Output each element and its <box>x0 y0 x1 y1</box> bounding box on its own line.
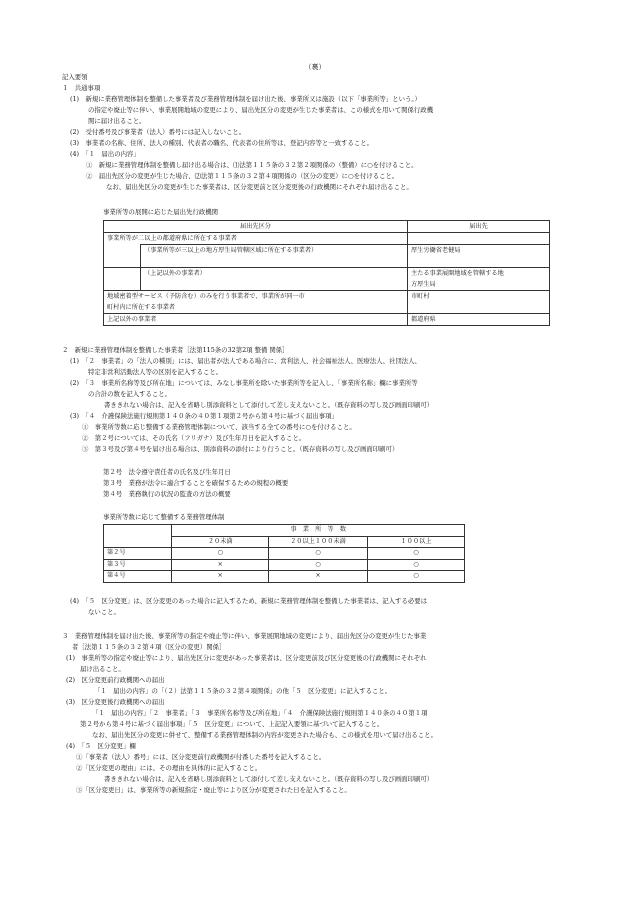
table1-row3-right-b: 方厚生局 <box>411 281 436 288</box>
table1-row2-right: 厚生労働省老健局 <box>408 245 550 268</box>
s3-item3-c: なお、届出先区分の変更に併せて、整備する業務管理体制の内容が変更された場合も、この様式を用いて届け出ること。 <box>92 731 437 739</box>
s1-item1-c: 関に届け出ること。 <box>88 117 146 125</box>
s3-item4-c: 書ききれない場合は、記入を省略し別添資料として添付して差し支えないこと。（既存資料の写し及び画面印刷可） <box>104 775 434 783</box>
table-row <box>104 571 465 583</box>
s2-law-item3: 第３号 業務が法令に適合することを確保するための規程の概要 <box>103 479 289 487</box>
table2-cell: ○ <box>367 559 464 571</box>
system-table <box>103 524 465 583</box>
s2-item1-a: (1) 「２ 事業者」の「法人の種別」には、届出者が法人である場合に、営利法人、社会福祉法人、医療法人、社団法人、 <box>70 357 421 365</box>
s1-item2: (2) 受付番号及び事業者（法人）番号には記入しないこと。 <box>70 128 246 136</box>
s2-item2-a: (2) 「３ 事業所名称等及び所在地」については、みなし事業所を除いた事業所等を記入し、「事業所名称」欄に事業所等 <box>70 379 418 387</box>
s3-item3-a: 「１ 届出の内容」「２ 事業者」「３ 事業所名称等及び所在地」「４ 介護保険法施行規則第１４０条の４０第１項 <box>92 709 428 717</box>
s3-item2-a: 「１ 届出の内容」の「（２）法第１１５条の３２第４項関係」の他「５ 区分変更」に記入すること。 <box>94 687 392 695</box>
s2-title: ２ 新規に業務管理体制を整備した事業者［法第115条の32第2項 整備 関係］ <box>62 346 289 354</box>
table-row <box>104 548 465 560</box>
s3-item2: (2) 区分変更前行政機関への届出 <box>66 676 165 684</box>
table1-row4-left-b: 町村内に所在する事業者 <box>107 304 176 311</box>
s1-item1-b: の指定や廃止等に伴い、事業展開地域の変更により、届出先区分の変更が生じた事業者は、この様式を用いて関係行政機 <box>88 106 434 114</box>
s1-item4-b: ② 届出先区分の変更が生じた場合、⑵法第１１５条の３２第４項関係の（区分の変更）に○を付けること。 <box>86 172 399 180</box>
table2-cell: ○ <box>268 548 367 560</box>
table1-indent-2 <box>104 268 141 291</box>
table1-row3-right <box>408 268 550 291</box>
table1-row1-right <box>408 233 550 245</box>
page-title: （裏） <box>304 63 326 71</box>
table1-indent <box>104 245 141 268</box>
table2-cell: × <box>172 559 269 571</box>
table2-cell: ○ <box>367 571 464 583</box>
s2-item3-c: ③ 第３号及び第４号を届け出る場合は、別添資料の添付により行うこと。（既存資料の写し及び画面印刷可） <box>82 445 399 453</box>
table1-caption: 事業所等の展開に応じた届出先行政機関 <box>103 208 219 216</box>
heading: 記入要領 <box>62 73 88 81</box>
s2-item4-b: ないこと。 <box>88 608 120 616</box>
s1-item4-c: なお、届出先区分の変更が生じた事業者は、区分変更前と区分変更後の行政機関にそれぞれ届け出ること。 <box>106 183 413 191</box>
s2-item3-a: ① 事業所等数に応じ整備する業務管理体制について、該当する全ての番号に○を付けること。 <box>82 423 356 431</box>
table2-corner <box>104 525 172 548</box>
s1-item4-a: ① 新規に業務管理体制を整備し届け出る場合は、⑴法第１１５条の３２第２項関係の（整備）に○を付けること。 <box>86 161 418 169</box>
s3-item1-a: (1) 事業所等の指定や廃止等により、届出先区分に変更があった事業者は、区分変更前及び区分変更後の行政機関にそれぞれ <box>66 654 427 662</box>
s3-title-a: ３ 業務管理体制を届け出た後、事業所等の指定や廃止等に伴い、事業展開地域の変更により、届出先区分の変更が生じた事業 <box>62 632 427 640</box>
table2-cell: ○ <box>367 548 464 560</box>
table1-row4-right: 市町村 <box>408 291 550 314</box>
s1-item4: (4) 「１ 届出の内容」 <box>70 150 140 158</box>
s2-item2-c: 書ききれない場合は、記入を省略し別添資料として添付して差し支えないこと。（既存資料の写し及び画面印刷可） <box>104 401 434 409</box>
s2-item4-a: (4) 「５ 区分変更」は、区分変更のあった場合に記入するため、新規に業務管理体制を整備した事業者は、記入する必要は <box>70 597 428 605</box>
s1-item1-a: (1) 新規に業務管理体制を整備した事業者及び業務管理体制を届け出た後、事業所又は施設（以下「事業所等」という。） <box>70 95 421 103</box>
s2-law-item2: 第２号 法令遵守責任者の氏名及び生年月日 <box>103 468 231 476</box>
table1-row3-right-a: 主たる事業展開地域を管轄する地 <box>411 270 504 277</box>
table2-cell: ○ <box>172 548 269 560</box>
table2-caption: 事業所等数に応じて整備する業務管理体制 <box>103 513 225 521</box>
table1-row3-left: （上記以外の事業者） <box>141 268 408 291</box>
table1-row5-left: 上記以外の事業者 <box>104 314 408 326</box>
s2-item1-b: 特定非営利活動法人等の区別を記入すること。 <box>88 368 223 376</box>
table2-header-3: １００以上 <box>367 536 464 548</box>
s3-item3: (3) 区分変更後行政機関への届出 <box>66 698 165 706</box>
table2-header-group: 事 業 所 等 数 <box>172 525 465 537</box>
table2-row-label: 第４号 <box>104 571 172 583</box>
s2-item2-b: の合計の数を記入すること。 <box>88 390 172 398</box>
table2-header-1: ２０未満 <box>172 536 269 548</box>
s1-title: １ 共通事項 <box>62 84 101 92</box>
table1-header-right: 届出先 <box>408 221 550 233</box>
s2-item3: (3) 「４ 介護保険法施行規則第１４０条の４０第１項第２号から第４号に基づく届出事項」 <box>70 412 338 420</box>
s3-item4-b: ②「区分変更の理由」には、その理由を具体的に記入すること。 <box>76 764 262 772</box>
s2-item3-b: ② 第２号については、その氏名（フリガナ）及び生年月日を記入すること。 <box>82 434 306 442</box>
table2-header-2: ２０以上１００未満 <box>268 536 367 548</box>
s3-item4-a: ①「事業者（法人）番号」には、区分変更前行政機関が付番した番号を記入すること。 <box>76 753 326 761</box>
table1-header-left: 届出先区分 <box>104 221 408 233</box>
table1-row4-left-a: 地域密着型サービス（予防含む）のみを行う事業者で、事業所が同一市 <box>107 293 305 300</box>
s3-title-b: 者［法第１１５条の３２第４項（区分の変更）関係］ <box>72 643 226 651</box>
s3-item4: (4) 「５ 区分変更」欄 <box>66 742 136 750</box>
table2-cell: × <box>268 571 367 583</box>
table2-cell: × <box>172 571 269 583</box>
table2-row-label: 第２号 <box>104 548 172 560</box>
destination-table <box>103 220 550 326</box>
s1-item3: (3) 事業者の名称、住所、法人の種別、代表者の職名、代表者の住所等は、登記内容等と一致すること。 <box>70 139 374 147</box>
table2-row-label: 第３号 <box>104 559 172 571</box>
table1-row4-left <box>104 291 408 314</box>
table1-row1: 事業所等が二以上の都道府県に所在する事業者 <box>104 233 408 245</box>
s3-item3-b: 第２号から第４号に基づく届出事項」「５ 区分変更」について、上記記入要領に基づいて記入すること。 <box>80 720 384 728</box>
s3-item4-d: ③「区分変更日」は、事業所等の新規指定・廃止等により区分が変更された日を記入すること。 <box>76 786 351 794</box>
s2-law-item4: 第４号 業務執行の状況の監査の方法の概要 <box>103 490 231 498</box>
table-row <box>104 559 465 571</box>
table2-cell: ○ <box>268 559 367 571</box>
s3-item1-b: 届け出ること。 <box>80 665 125 673</box>
table1-row2-left: （事業所等が三以上の地方厚生局管轄区域に所在する事業者） <box>141 245 408 268</box>
table1-row5-right: 都道府県 <box>408 314 550 326</box>
